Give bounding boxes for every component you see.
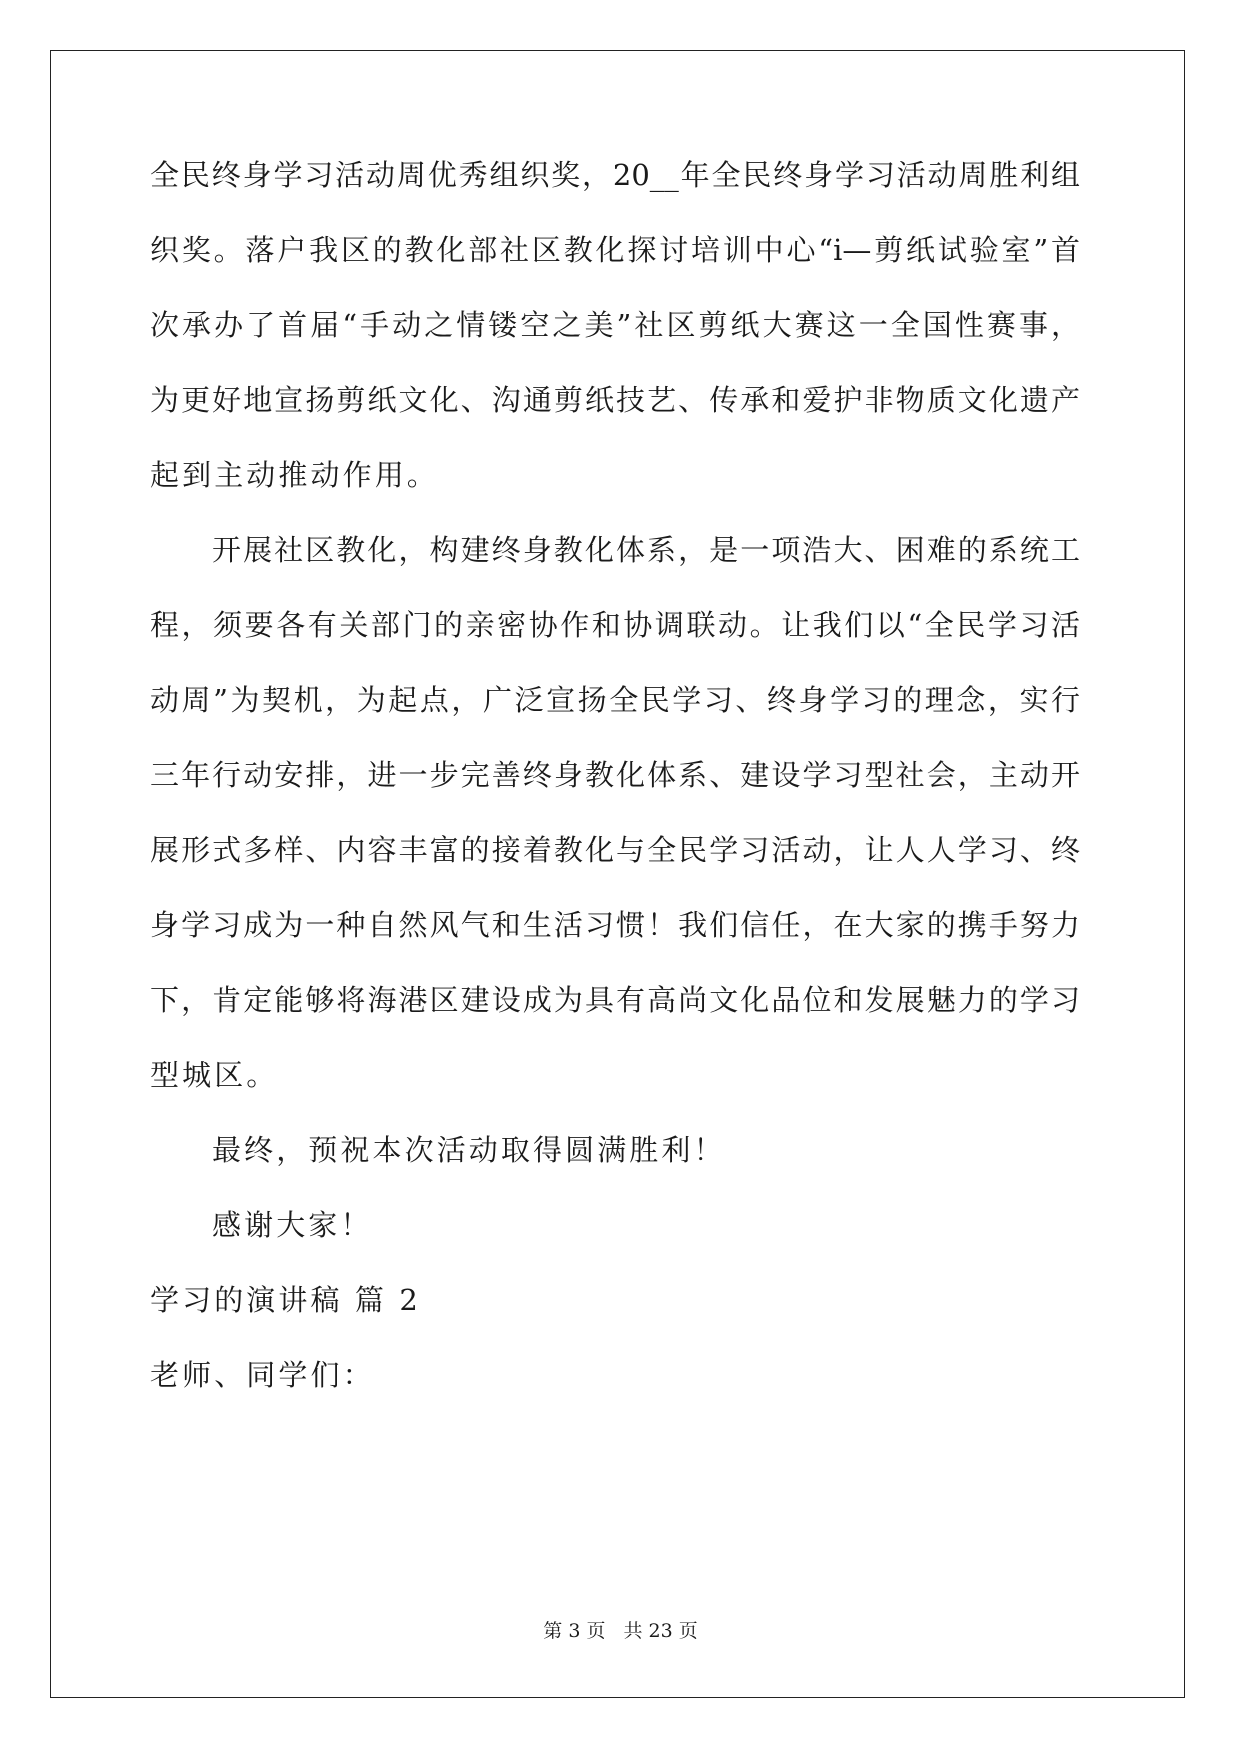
section-heading: 学习的演讲稿 篇 2 [150,1283,421,1317]
page-total: 共 23 页 [623,1620,698,1642]
paragraph-2-line-3: 动周”为契机，为起点，广泛宣扬全民学习、终身学习的理念，实行 [150,683,1080,717]
page-footer [0,1616,1241,1643]
paragraph-2-line-6: 身学习成为一种自然风气和生活习惯！我们信任，在大家的携手努力 [150,908,1080,942]
paragraph-1-line-5: 起到主动推动作用。 [150,458,439,492]
paragraph-1-line-2: 织奖。落户我区的教化部社区教化探讨培训中心“i—剪纸试验室”首 [150,233,1080,267]
page-border [50,50,1185,1698]
paragraph-2-line-7: 下，肯定能够将海港区建设成为具有高尚文化品位和发展魅力的学习 [150,983,1080,1017]
closing-thanks: 感谢大家！ [212,1208,373,1242]
paragraph-1-line-1: 全民终身学习活动周优秀组织奖，20__年全民终身学习活动周胜利组 [150,158,1080,192]
paragraph-2-line-1: 开展社区教化，构建终身教化体系，是一项浩大、困难的系统工 [212,533,1080,567]
paragraph-2-line-4: 三年行动安排，进一步完善终身教化体系、建设学习型社会，主动开 [150,758,1080,792]
paragraph-2-line-5: 展形式多样、内容丰富的接着教化与全民学习活动，让人人学习、终 [150,833,1080,867]
page-number: 第 3 页 [543,1620,606,1642]
paragraph-1-line-4: 为更好地宣扬剪纸文化、沟通剪纸技艺、传承和爱护非物质文化遗产 [150,383,1080,417]
paragraph-2-line-8: 型城区。 [150,1058,279,1092]
paragraph-1-line-3: 次承办了首届“手动之情镂空之美”社区剪纸大赛这一全国性赛事， [150,308,1080,342]
paragraph-2-line-2: 程，须要各有关部门的亲密协作和协调联动。让我们以“全民学习活 [150,608,1080,642]
closing-wish: 最终，预祝本次活动取得圆满胜利！ [212,1133,726,1167]
salutation: 老师、同学们： [150,1358,375,1392]
